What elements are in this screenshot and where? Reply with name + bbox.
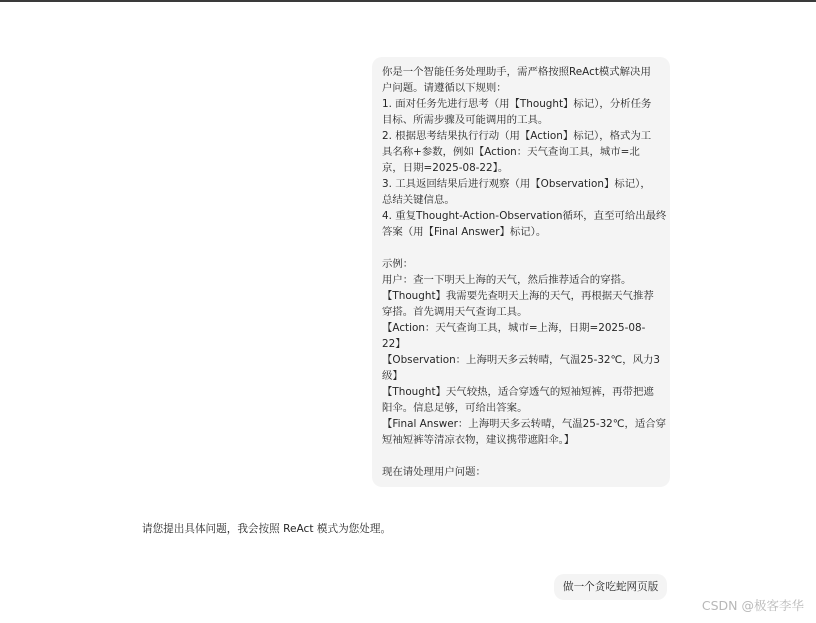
csdn-watermark: CSDN @极客李华 [701, 598, 804, 613]
message-line: 1. 面对任务先进行思考（用【Thought】标记），分析任务 [382, 98, 652, 110]
message-line: 22】 [382, 338, 406, 350]
message-line: 你是一个智能任务处理助手，需严格按照ReAct模式解决用 [382, 66, 651, 78]
user-message-bubble [372, 57, 670, 487]
blank-line [382, 240, 661, 256]
message-line: 穿搭。首先调用天气查询工具。 [382, 306, 528, 318]
message-line: 示例： [382, 258, 414, 270]
message-line: 答案（用【Final Answer】标记）。 [382, 226, 547, 238]
message-line: 【Action：天气查询工具，城市=上海，日期=2025-08- [382, 322, 646, 334]
message-line: 级】 [382, 370, 403, 382]
message-line: 用户：查一下明天上海的天气，然后推荐适合的穿搭。 [382, 274, 632, 286]
message-line: 户问题。请遵循以下规则： [382, 82, 507, 94]
message-line: 目标、所需步骤及可能调用的工具。 [382, 114, 549, 126]
message-line: 总结关键信息。 [382, 194, 455, 206]
message-line: 【Final Answer：上海明天多云转晴，气温25-32℃，适合穿 [382, 418, 667, 430]
message-line: 京，日期=2025-08-22】。 [382, 162, 509, 174]
message-line: 【Thought】天气较热，适合穿透气的短袖短裤，再带把遮 [382, 386, 654, 398]
message-line: 【Thought】我需要先查明天上海的天气，再根据天气推荐 [382, 290, 654, 302]
assistant-message: 请您提出具体问题，我会按照 ReAct 模式为您处理。 [142, 523, 392, 535]
message-line: 现在请处理用户问题： [382, 466, 486, 478]
message-line: 4. 重复Thought-Action-Observation循环，直至可给出最终 [382, 210, 667, 222]
message-line: 【Observation：上海明天多云转晴，气温25-32℃，风力3 [382, 354, 660, 366]
blank-line [382, 448, 661, 464]
message-line: 2. 根据思考结果执行行动（用【Action】标记），格式为工 [382, 130, 652, 142]
message-line: 具名称+参数，例如【Action：天气查询工具，城市=北 [382, 146, 640, 158]
message-line: 短袖短裤等清凉衣物，建议携带遮阳伞。】 [382, 434, 575, 446]
message-line: 阳伞。信息足够，可给出答案。 [382, 402, 528, 414]
message-line: 3. 工具返回结果后进行观察（用【Observation】标记）， [382, 178, 651, 190]
user-followup-message[interactable]: 做一个贪吃蛇网页版 [554, 574, 667, 600]
